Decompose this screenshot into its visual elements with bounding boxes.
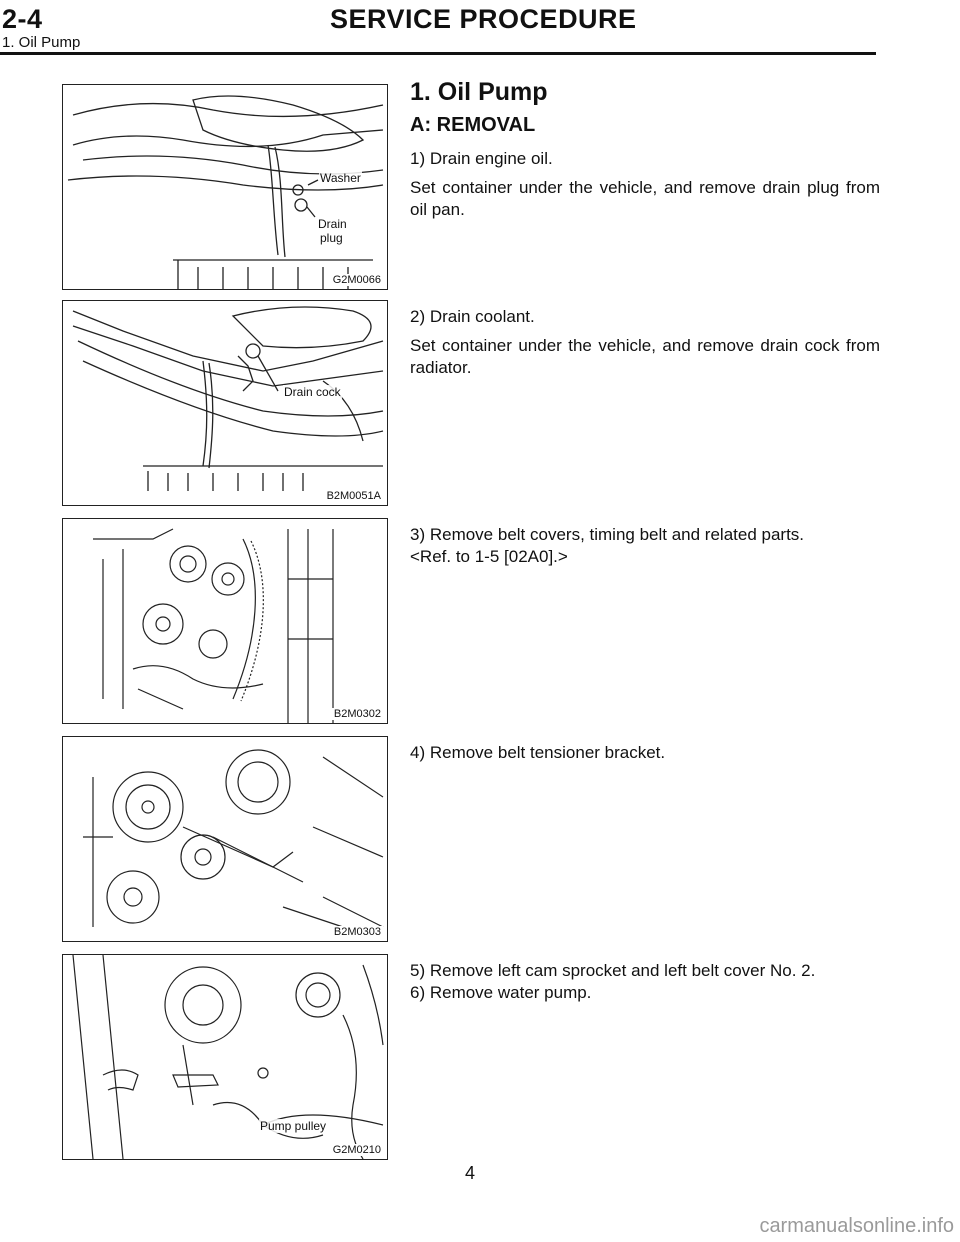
- figure-drain-plug: [62, 84, 388, 290]
- step-reference: <Ref. to 1-5 [02A0].>: [410, 547, 568, 566]
- figure-code: B2M0303: [333, 926, 381, 938]
- section-title: 1. Oil Pump: [410, 78, 548, 106]
- page-header-title: SERVICE PROCEDURE: [330, 4, 637, 34]
- step-detail: Set container under the vehicle, and remove drain cock from radiator.: [410, 336, 880, 377]
- washer-label: Washer: [320, 171, 361, 185]
- figure-belt-tensioner: [62, 736, 388, 942]
- step-line: 2) Drain coolant.: [410, 307, 535, 326]
- step-4: [410, 742, 880, 764]
- step-3: [410, 524, 880, 568]
- drain-label: Drain: [318, 217, 347, 231]
- watermark: carmanualsonline.info: [759, 1215, 954, 1237]
- figure-belt-tensioner-illustration: [63, 737, 387, 941]
- subsection-title: A: REMOVAL: [410, 114, 536, 136]
- step-1: [410, 148, 880, 221]
- step-5-6: [410, 960, 880, 1004]
- figure-drain-plug-illustration: [63, 85, 387, 289]
- figure-timing-belt-illustration: [63, 519, 387, 723]
- step-line: 3) Remove belt covers, timing belt and related parts.: [410, 525, 805, 544]
- figure-timing-belt: [62, 518, 388, 724]
- figure-code: B2M0051A: [326, 490, 381, 502]
- step-line: 4) Remove belt tensioner bracket.: [410, 743, 666, 762]
- chapter-code: 2-4: [2, 4, 43, 34]
- drain-cock-label: Drain cock: [284, 385, 341, 399]
- step-line: 6) Remove water pump.: [410, 983, 592, 1002]
- figure-code: G2M0210: [332, 1144, 381, 1156]
- page-header-subtitle: 1. Oil Pump: [2, 34, 81, 51]
- step-line: 5) Remove left cam sprocket and left belt cover No. 2.: [410, 961, 816, 980]
- step-line: 1) Drain engine oil.: [410, 149, 553, 168]
- pump-pulley-label: Pump pulley: [260, 1119, 327, 1133]
- step-detail: Set container under the vehicle, and remove drain plug from oil pan.: [410, 178, 880, 219]
- plug-label: plug: [320, 231, 343, 245]
- figure-pump-pulley-illustration: [63, 955, 387, 1159]
- figure-drain-cock-illustration: [63, 301, 387, 505]
- figure-code: G2M0066: [332, 274, 381, 286]
- figure-pump-pulley: [62, 954, 388, 1160]
- step-2: [410, 306, 880, 379]
- figure-drain-cock: [62, 300, 388, 506]
- figure-code: B2M0302: [333, 708, 381, 720]
- header-divider: [0, 52, 876, 55]
- page-number: 4: [465, 1163, 476, 1183]
